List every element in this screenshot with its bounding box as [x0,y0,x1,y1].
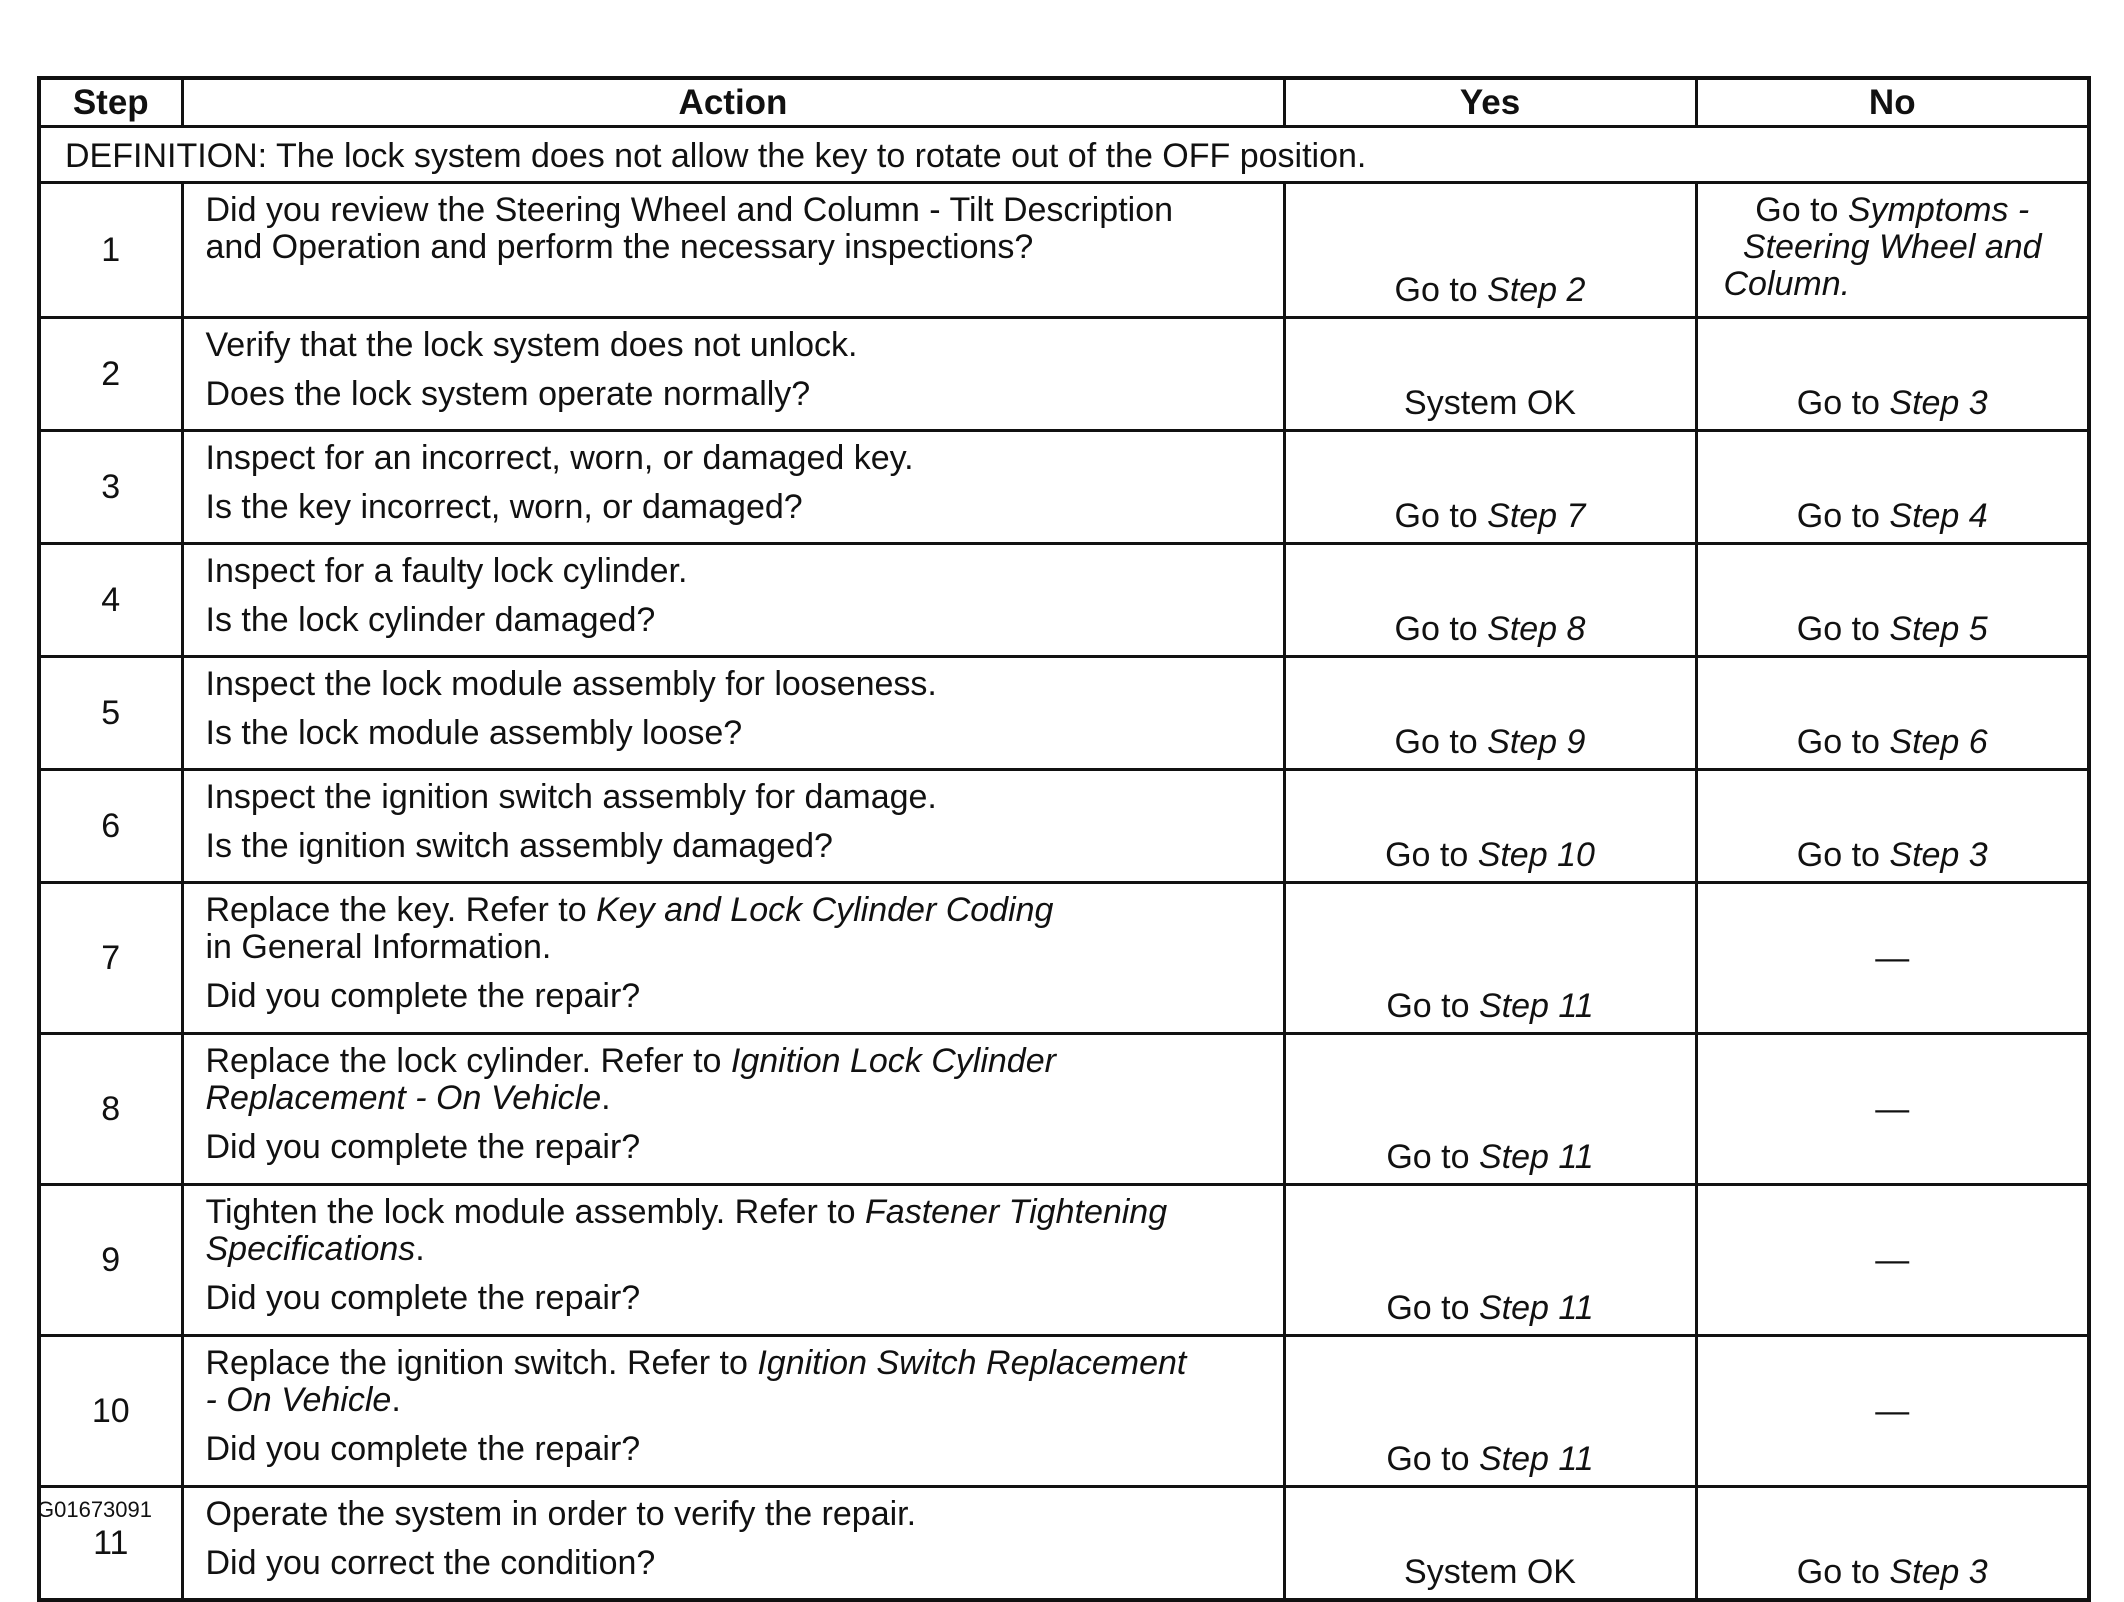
yes-prefix: Go to [1385,836,1478,874]
no-step-link[interactable]: Step 3 [1889,1553,1988,1591]
header-row [39,78,2089,127]
header-action: Action [182,78,1284,127]
table-row [39,657,2089,770]
yes-prefix: Go to [1386,1289,1479,1327]
figure-id: G01673091 [37,1497,152,1522]
action-question: Does the lock system operate normally? [205,375,811,413]
yes-prefix: Go to [1386,1440,1479,1478]
action-cell [182,183,1284,318]
yes-step-link[interactable]: Step 9 [1487,723,1586,761]
action-text: . [601,1079,611,1117]
table-row [39,1185,2089,1336]
step-number: 10 [39,1336,182,1487]
no-cell [1696,657,2089,770]
step-number: 2 [39,318,182,431]
no-step-link[interactable]: Step 4 [1889,497,1988,535]
table-row [39,1336,2089,1487]
header-step: Step [39,78,182,127]
action-cell [182,318,1284,431]
no-prefix: Go to [1796,723,1890,761]
table-row [39,1034,2089,1185]
yes-prefix: Go to [1394,271,1488,309]
action-cell [182,657,1284,770]
step-number: 9 [39,1185,182,1336]
yes-step-link[interactable]: Step 11 [1478,1138,1594,1176]
action-cell [182,770,1284,883]
action-text: . [415,1230,425,1268]
action-text: Inspect for a faulty lock cylinder. [205,552,688,590]
step-number: 3 [39,431,182,544]
yes-prefix: Go to [1394,723,1488,761]
action-question: Is the ignition switch assembly damaged? [205,827,833,865]
no-step-link[interactable]: Step 5 [1889,610,1988,648]
reference-link[interactable]: - On Vehicle [205,1381,392,1419]
action-text: Replace the ignition switch. Refer to [205,1344,758,1382]
header-no: No [1696,78,2089,127]
action-cell [182,1336,1284,1487]
action-text: Operate the system in order to verify the repair. [205,1495,917,1533]
yes-step-link[interactable]: Step 11 [1478,1289,1594,1327]
no-cell: — [1696,1034,2089,1185]
action-question: Is the key incorrect, worn, or damaged? [205,488,803,526]
no-cell [1696,183,2089,318]
definition-row [39,127,2089,183]
yes-step-link[interactable]: Step 2 [1487,271,1586,309]
no-step-link[interactable]: Step 3 [1889,836,1988,874]
yes-cell [1284,657,1696,770]
action-cell [182,1487,1284,1601]
reference-link[interactable]: Ignition Switch Replacement [757,1344,1187,1382]
step-number: 4 [39,544,182,657]
no-cell [1696,544,2089,657]
no-symptoms-link[interactable]: Column. [1723,264,1851,303]
action-text: Inspect the lock module assembly for looseness. [205,665,937,703]
yes-step-link[interactable]: Step 11 [1478,987,1594,1025]
action-text: Did you review the Steering Wheel and Column - Tilt Description [205,191,1174,229]
action-question: Did you complete the repair? [205,1279,641,1317]
action-cell [182,431,1284,544]
action-cell [182,883,1284,1034]
table-row [39,883,2089,1034]
no-cell [1696,770,2089,883]
no-cell: — [1696,1185,2089,1336]
yes-step-link[interactable]: Step 7 [1487,497,1586,535]
action-text: Inspect for an incorrect, worn, or damaged key. [205,439,914,477]
action-question: Is the lock cylinder damaged? [205,601,656,639]
action-text: Replace the lock cylinder. Refer to [205,1042,731,1080]
no-cell [1696,1487,2089,1601]
no-prefix: Go to [1796,497,1890,535]
action-text: Verify that the lock system does not unlock. [205,326,858,364]
step-number: 1 [39,183,182,318]
no-cell [1696,431,2089,544]
no-symptoms-link[interactable]: Symptoms - [1847,190,2030,229]
no-step-link[interactable]: Step 6 [1889,723,1988,761]
yes-cell [1284,1336,1696,1487]
action-question: Did you complete the repair? [205,977,641,1015]
yes-cell [1284,431,1696,544]
no-cell: — [1696,883,2089,1034]
action-cell [182,1185,1284,1336]
action-text: . [391,1381,401,1419]
no-prefix: Go to [1796,610,1890,648]
yes-cell [1284,544,1696,657]
table-row [39,183,2089,318]
yes-cell [1284,883,1696,1034]
no-prefix: Go to [1796,836,1890,874]
yes-cell [1284,1034,1696,1185]
yes-cell [1284,770,1696,883]
yes-prefix: Go to [1386,1138,1479,1176]
step-number: 5 [39,657,182,770]
no-symptoms-link[interactable]: Steering Wheel and [1742,227,2042,266]
header-yes: Yes [1284,78,1696,127]
step-number: 8 [39,1034,182,1185]
action-text: Tighten the lock module assembly. Refer to [205,1193,866,1231]
step-number: 7 [39,883,182,1034]
table-row [39,1487,2089,1601]
table-row [39,318,2089,431]
action-text: in General Information. [205,928,552,966]
action-question: Did you complete the repair? [205,1430,641,1468]
table-row [39,544,2089,657]
action-text: Inspect the ignition switch assembly for damage. [205,778,937,816]
yes-prefix: Go to [1394,497,1488,535]
no-prefix: Go to [1755,190,1848,229]
yes-cell: System OK [1284,318,1696,431]
no-step-link[interactable]: Step 3 [1889,384,1988,422]
no-cell [1696,318,2089,431]
reference-link[interactable]: Replacement - On Vehicle [205,1079,602,1117]
yes-prefix: Go to [1394,610,1488,648]
yes-cell [1284,1185,1696,1336]
action-question: Did you complete the repair? [205,1128,641,1166]
yes-step-link[interactable]: Step 10 [1477,836,1595,874]
step-number: 11 [39,1487,182,1601]
action-cell [182,544,1284,657]
yes-cell [1284,183,1696,318]
yes-prefix: Go to [1386,987,1479,1025]
action-text: and Operation and perform the necessary inspections? [205,228,1034,266]
diagnostic-table [37,76,2091,1602]
step-number: 6 [39,770,182,883]
table-row [39,431,2089,544]
action-cell [182,1034,1284,1185]
no-prefix: Go to [1796,1553,1890,1591]
action-question: Did you correct the condition? [205,1544,656,1582]
no-prefix: Go to [1796,384,1890,422]
action-text: Replace the key. Refer to [205,891,597,929]
action-question: Is the lock module assembly loose? [205,714,743,752]
reference-link[interactable]: Fastener Tightening [865,1193,1168,1231]
reference-link[interactable]: Specifications [205,1230,416,1268]
reference-link[interactable]: Key and Lock Cylinder Coding [596,891,1054,929]
table-row [39,770,2089,883]
no-cell: — [1696,1336,2089,1487]
yes-cell: System OK [1284,1487,1696,1601]
definition-text: DEFINITION: The lock system does not allow the key to rotate out of the OFF position. [39,127,2089,183]
reference-link[interactable]: Ignition Lock Cylinder [730,1042,1056,1080]
yes-step-link[interactable]: Step 11 [1478,1440,1594,1478]
yes-step-link[interactable]: Step 8 [1487,610,1586,648]
